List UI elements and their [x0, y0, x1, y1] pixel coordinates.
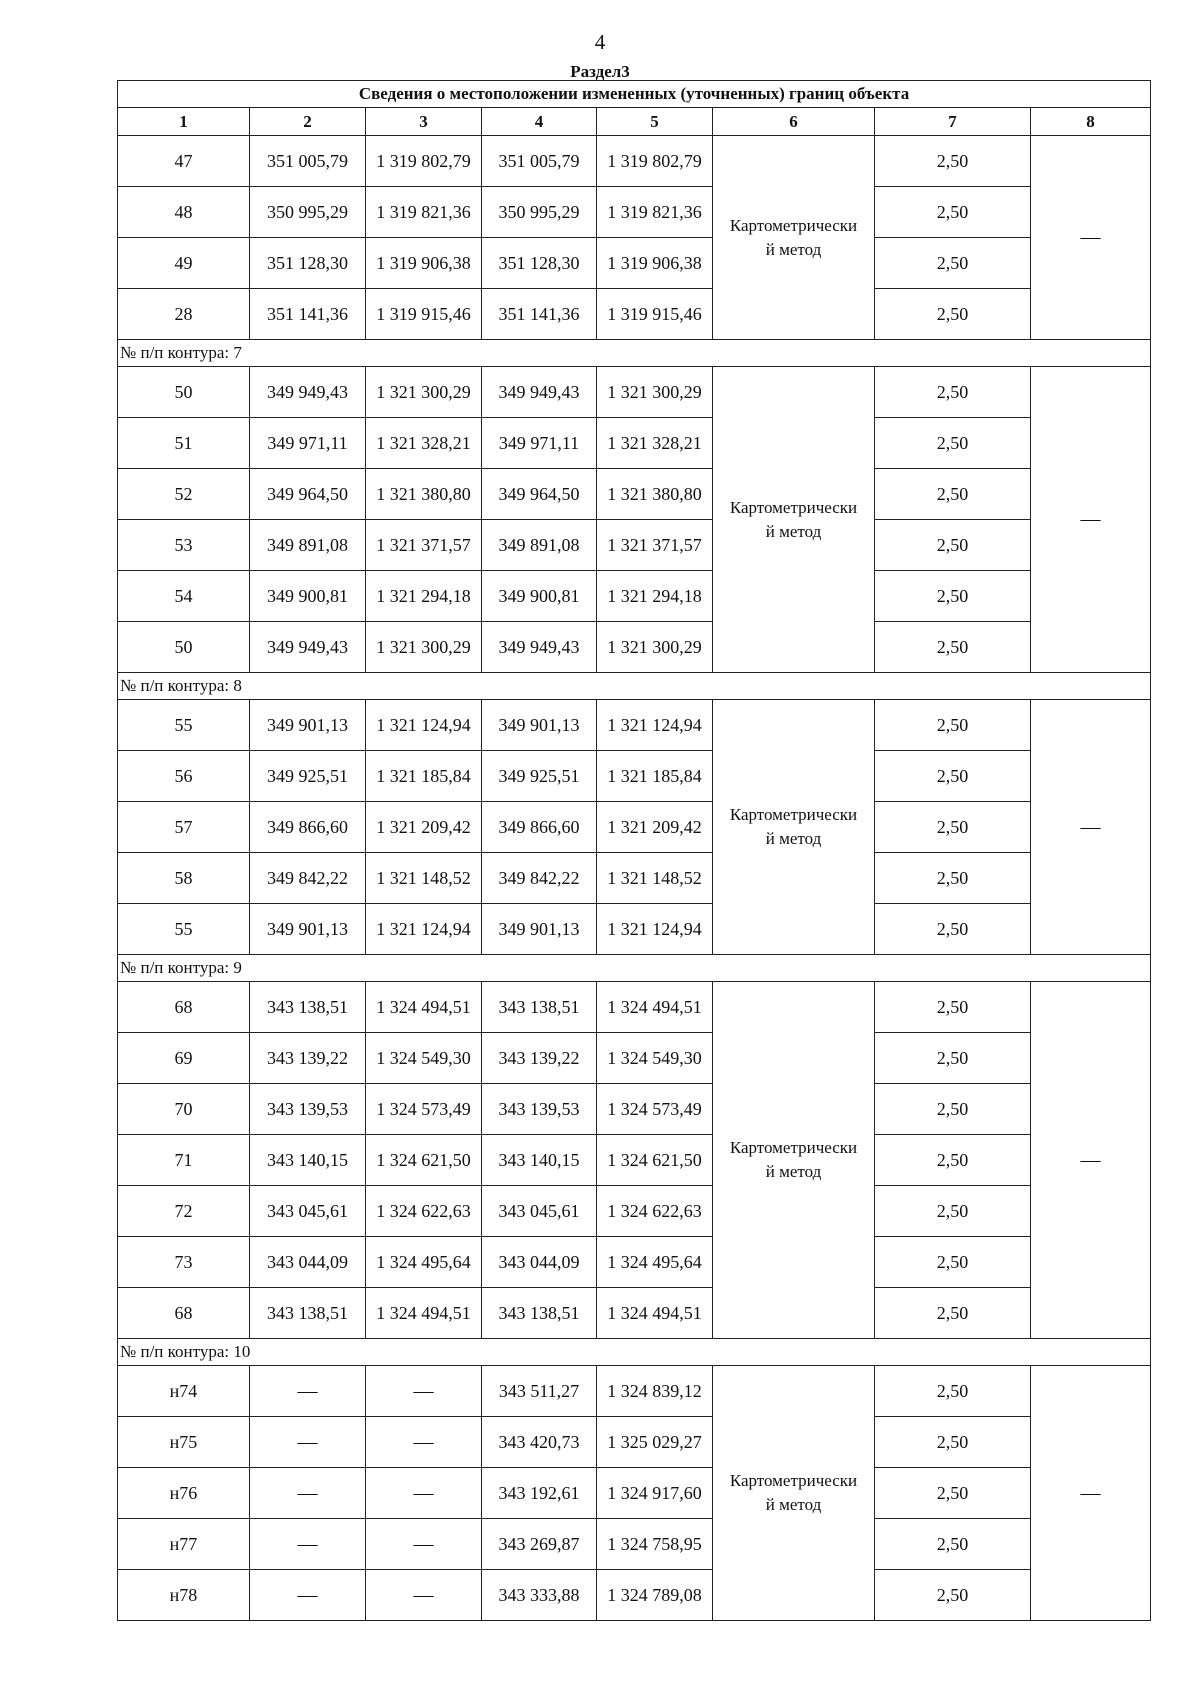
point-number: 53: [118, 520, 250, 571]
old-y: —: [366, 1519, 482, 1570]
contour-label-prefix: № п/п контура:: [120, 958, 234, 977]
accuracy: 2,50: [875, 1570, 1031, 1621]
old-y: 1 319 906,38: [366, 238, 482, 289]
new-x: 349 949,43: [482, 367, 597, 418]
table-row: [118, 1570, 1151, 1621]
new-y: 1 321 185,84: [597, 751, 713, 802]
accuracy: 2,50: [875, 1288, 1031, 1339]
table-caption: Сведения о местоположении измененных (уточненных) границ объекта: [118, 81, 1151, 108]
accuracy: 2,50: [875, 520, 1031, 571]
old-x: 351 128,30: [250, 238, 366, 289]
point-number: 68: [118, 1288, 250, 1339]
table-row: [118, 1237, 1151, 1288]
point-number: 57: [118, 802, 250, 853]
new-y: 1 325 029,27: [597, 1417, 713, 1468]
old-x: 343 139,53: [250, 1084, 366, 1135]
table-row: [118, 238, 1151, 289]
accuracy: 2,50: [875, 1366, 1031, 1417]
new-y: 1 321 328,21: [597, 418, 713, 469]
accuracy: 2,50: [875, 802, 1031, 853]
column-number: 5: [597, 108, 713, 136]
contour-header-row: [118, 673, 1151, 700]
table-row: [118, 802, 1151, 853]
method-cell: [713, 1366, 875, 1621]
column8-dash: —: [1031, 136, 1151, 340]
accuracy: 2,50: [875, 751, 1031, 802]
point-number: 52: [118, 469, 250, 520]
new-x: 343 140,15: [482, 1135, 597, 1186]
point-number: 69: [118, 1033, 250, 1084]
point-number: 28: [118, 289, 250, 340]
new-y: 1 321 124,94: [597, 700, 713, 751]
table-row: [118, 904, 1151, 955]
old-y: 1 324 621,50: [366, 1135, 482, 1186]
table-row: [118, 622, 1151, 673]
old-x: 349 949,43: [250, 367, 366, 418]
table-row: [118, 700, 1151, 751]
table-row: [118, 187, 1151, 238]
point-number: 48: [118, 187, 250, 238]
column-number: 4: [482, 108, 597, 136]
old-x: 343 139,22: [250, 1033, 366, 1084]
new-x: 349 900,81: [482, 571, 597, 622]
new-x: 343 044,09: [482, 1237, 597, 1288]
old-x: 349 949,43: [250, 622, 366, 673]
method-cell: [713, 700, 875, 955]
new-y: 1 324 494,51: [597, 982, 713, 1033]
old-y: 1 324 622,63: [366, 1186, 482, 1237]
old-y: 1 324 494,51: [366, 982, 482, 1033]
column-number-row: [118, 108, 1151, 136]
column-number: 7: [875, 108, 1031, 136]
column8-dash: —: [1031, 367, 1151, 673]
accuracy: 2,50: [875, 571, 1031, 622]
accuracy: 2,50: [875, 1237, 1031, 1288]
new-y: 1 324 621,50: [597, 1135, 713, 1186]
table-row: [118, 289, 1151, 340]
new-y: 1 321 300,29: [597, 367, 713, 418]
column8-dash: —: [1031, 700, 1151, 955]
old-y: 1 324 549,30: [366, 1033, 482, 1084]
old-x: —: [250, 1366, 366, 1417]
table-caption-row: [118, 81, 1151, 108]
point-number: 47: [118, 136, 250, 187]
old-x: 349 842,22: [250, 853, 366, 904]
accuracy: 2,50: [875, 238, 1031, 289]
accuracy: 2,50: [875, 982, 1031, 1033]
point-number: 56: [118, 751, 250, 802]
old-y: 1 321 294,18: [366, 571, 482, 622]
new-x: 349 971,11: [482, 418, 597, 469]
point-number: 71: [118, 1135, 250, 1186]
new-y: 1 324 494,51: [597, 1288, 713, 1339]
new-y: 1 324 573,49: [597, 1084, 713, 1135]
old-x: 349 891,08: [250, 520, 366, 571]
old-y: 1 321 300,29: [366, 367, 482, 418]
contour-label: [118, 340, 1151, 367]
old-y: —: [366, 1417, 482, 1468]
method-text-line2: й метод: [765, 239, 822, 259]
table-row: [118, 520, 1151, 571]
method-text-line1: Картометрически: [729, 1138, 858, 1157]
table-row: [118, 751, 1151, 802]
column-number: 2: [250, 108, 366, 136]
accuracy: 2,50: [875, 289, 1031, 340]
new-x: 351 141,36: [482, 289, 597, 340]
new-y: 1 324 549,30: [597, 1033, 713, 1084]
old-y: 1 324 494,51: [366, 1288, 482, 1339]
new-x: 349 901,13: [482, 904, 597, 955]
method-text-line2: й метод: [765, 521, 822, 541]
table-row: [118, 1519, 1151, 1570]
old-x: —: [250, 1570, 366, 1621]
point-number: н76: [118, 1468, 250, 1519]
boundary-coordinates-table: [117, 80, 1151, 1621]
new-y: 1 321 380,80: [597, 469, 713, 520]
old-y: 1 321 185,84: [366, 751, 482, 802]
point-number: 55: [118, 904, 250, 955]
table-row: [118, 1135, 1151, 1186]
column-number: 1: [118, 108, 250, 136]
method-text-line1: Картометрически: [729, 805, 858, 824]
point-number: 55: [118, 700, 250, 751]
column8-dash: —: [1031, 982, 1151, 1339]
contour-number: 9: [233, 958, 242, 977]
contour-label: [118, 673, 1151, 700]
contour-header-row: [118, 340, 1151, 367]
column8-dash: —: [1031, 1366, 1151, 1621]
new-x: 343 511,27: [482, 1366, 597, 1417]
old-y: 1 324 495,64: [366, 1237, 482, 1288]
accuracy: 2,50: [875, 1033, 1031, 1084]
new-x: 343 045,61: [482, 1186, 597, 1237]
contour-label: [118, 955, 1151, 982]
method-text-line2: й метод: [765, 1495, 822, 1514]
accuracy: 2,50: [875, 904, 1031, 955]
old-y: 1 321 124,94: [366, 700, 482, 751]
old-y: 1 321 124,94: [366, 904, 482, 955]
method-text-line1: Картометрически: [729, 215, 858, 235]
accuracy: 2,50: [875, 187, 1031, 238]
old-y: —: [366, 1570, 482, 1621]
old-x: 349 900,81: [250, 571, 366, 622]
old-x: —: [250, 1417, 366, 1468]
point-number: н74: [118, 1366, 250, 1417]
new-y: 1 324 789,08: [597, 1570, 713, 1621]
new-x: 343 269,87: [482, 1519, 597, 1570]
new-y: 1 319 906,38: [597, 238, 713, 289]
old-x: 349 901,13: [250, 904, 366, 955]
old-y: 1 321 148,52: [366, 853, 482, 904]
old-x: 351 005,79: [250, 136, 366, 187]
section-title: Раздел3: [570, 62, 630, 81]
table-row: [118, 136, 1151, 187]
table-row: [118, 1186, 1151, 1237]
contour-number: 8: [233, 676, 242, 695]
accuracy: 2,50: [875, 367, 1031, 418]
new-y: 1 321 371,57: [597, 520, 713, 571]
contour-label-prefix: № п/п контура:: [120, 1342, 234, 1361]
new-y: 1 321 209,42: [597, 802, 713, 853]
method-text-line1: Картометрически: [729, 1471, 858, 1490]
accuracy: 2,50: [875, 622, 1031, 673]
old-y: 1 321 380,80: [366, 469, 482, 520]
table-row: [118, 367, 1151, 418]
column-number: 8: [1031, 108, 1151, 136]
new-x: 343 192,61: [482, 1468, 597, 1519]
new-y: 1 321 300,29: [597, 622, 713, 673]
old-x: 351 141,36: [250, 289, 366, 340]
accuracy: 2,50: [875, 1084, 1031, 1135]
new-x: 349 866,60: [482, 802, 597, 853]
point-number: 54: [118, 571, 250, 622]
new-x: 343 139,53: [482, 1084, 597, 1135]
column-number: 6: [713, 108, 875, 136]
new-x: 343 138,51: [482, 1288, 597, 1339]
point-number: 58: [118, 853, 250, 904]
old-x: 343 045,61: [250, 1186, 366, 1237]
point-number: 50: [118, 367, 250, 418]
accuracy: 2,50: [875, 136, 1031, 187]
accuracy: 2,50: [875, 1186, 1031, 1237]
point-number: 73: [118, 1237, 250, 1288]
table-row: [118, 1084, 1151, 1135]
old-y: 1 319 821,36: [366, 187, 482, 238]
new-y: 1 319 915,46: [597, 289, 713, 340]
new-y: 1 324 495,64: [597, 1237, 713, 1288]
method-cell: [713, 367, 875, 673]
new-x: 349 925,51: [482, 751, 597, 802]
new-y: 1 321 294,18: [597, 571, 713, 622]
new-y: 1 319 802,79: [597, 136, 713, 187]
old-y: 1 321 300,29: [366, 622, 482, 673]
table-row: [118, 1366, 1151, 1417]
new-y: 1 319 821,36: [597, 187, 713, 238]
point-number: н75: [118, 1417, 250, 1468]
column-number: 3: [366, 108, 482, 136]
method-text-line2: й метод: [765, 829, 822, 848]
new-x: 349 901,13: [482, 700, 597, 751]
new-x: 350 995,29: [482, 187, 597, 238]
new-x: 351 005,79: [482, 136, 597, 187]
accuracy: 2,50: [875, 418, 1031, 469]
accuracy: 2,50: [875, 1519, 1031, 1570]
old-x: —: [250, 1519, 366, 1570]
old-x: 349 866,60: [250, 802, 366, 853]
old-x: 343 140,15: [250, 1135, 366, 1186]
new-x: 343 138,51: [482, 982, 597, 1033]
point-number: н77: [118, 1519, 250, 1570]
contour-header-row: [118, 955, 1151, 982]
new-y: 1 324 758,95: [597, 1519, 713, 1570]
new-x: 349 891,08: [482, 520, 597, 571]
accuracy: 2,50: [875, 700, 1031, 751]
accuracy: 2,50: [875, 1468, 1031, 1519]
new-y: 1 321 148,52: [597, 853, 713, 904]
method-text-line1: Картометрически: [729, 497, 858, 517]
contour-header-row: [118, 1339, 1151, 1366]
accuracy: 2,50: [875, 1135, 1031, 1186]
old-x: —: [250, 1468, 366, 1519]
table-row: [118, 1033, 1151, 1084]
old-y: 1 321 209,42: [366, 802, 482, 853]
old-x: 343 044,09: [250, 1237, 366, 1288]
new-y: 1 324 622,63: [597, 1186, 713, 1237]
old-y: 1 321 371,57: [366, 520, 482, 571]
contour-label-prefix: № п/п контура:: [120, 676, 234, 695]
table-row: [118, 982, 1151, 1033]
point-number: н78: [118, 1570, 250, 1621]
point-number: 50: [118, 622, 250, 673]
old-x: 350 995,29: [250, 187, 366, 238]
old-x: 349 901,13: [250, 700, 366, 751]
accuracy: 2,50: [875, 1417, 1031, 1468]
table-row: [118, 418, 1151, 469]
contour-label: [118, 1339, 1151, 1366]
new-x: 349 842,22: [482, 853, 597, 904]
table-row: [118, 571, 1151, 622]
table-row: [118, 1417, 1151, 1468]
old-x: 343 138,51: [250, 1288, 366, 1339]
table-row: [118, 853, 1151, 904]
old-x: 349 964,50: [250, 469, 366, 520]
old-y: —: [366, 1468, 482, 1519]
old-y: 1 319 802,79: [366, 136, 482, 187]
page-number: 4: [594, 30, 606, 54]
old-x: 349 971,11: [250, 418, 366, 469]
accuracy: 2,50: [875, 469, 1031, 520]
point-number: 68: [118, 982, 250, 1033]
point-number: 70: [118, 1084, 250, 1135]
new-y: 1 321 124,94: [597, 904, 713, 955]
table-row: [118, 469, 1151, 520]
new-x: 343 420,73: [482, 1417, 597, 1468]
old-y: —: [366, 1366, 482, 1417]
new-x: 349 949,43: [482, 622, 597, 673]
point-number: 49: [118, 238, 250, 289]
method-cell: [713, 982, 875, 1339]
table-row: [118, 1288, 1151, 1339]
old-y: 1 319 915,46: [366, 289, 482, 340]
old-y: 1 324 573,49: [366, 1084, 482, 1135]
contour-number: 10: [233, 1342, 251, 1361]
method-text-line2: й метод: [765, 1162, 822, 1181]
contour-number: 7: [233, 343, 242, 362]
new-x: 351 128,30: [482, 238, 597, 289]
method-cell: [713, 136, 875, 340]
new-y: 1 324 839,12: [597, 1366, 713, 1417]
new-x: 349 964,50: [482, 469, 597, 520]
table-body: [118, 81, 1151, 1621]
point-number: 72: [118, 1186, 250, 1237]
new-x: 343 333,88: [482, 1570, 597, 1621]
old-y: 1 321 328,21: [366, 418, 482, 469]
point-number: 51: [118, 418, 250, 469]
new-y: 1 324 917,60: [597, 1468, 713, 1519]
old-x: 349 925,51: [250, 751, 366, 802]
contour-label-prefix: № п/п контура:: [120, 343, 234, 362]
old-x: 343 138,51: [250, 982, 366, 1033]
accuracy: 2,50: [875, 853, 1031, 904]
new-x: 343 139,22: [482, 1033, 597, 1084]
table-row: [118, 1468, 1151, 1519]
